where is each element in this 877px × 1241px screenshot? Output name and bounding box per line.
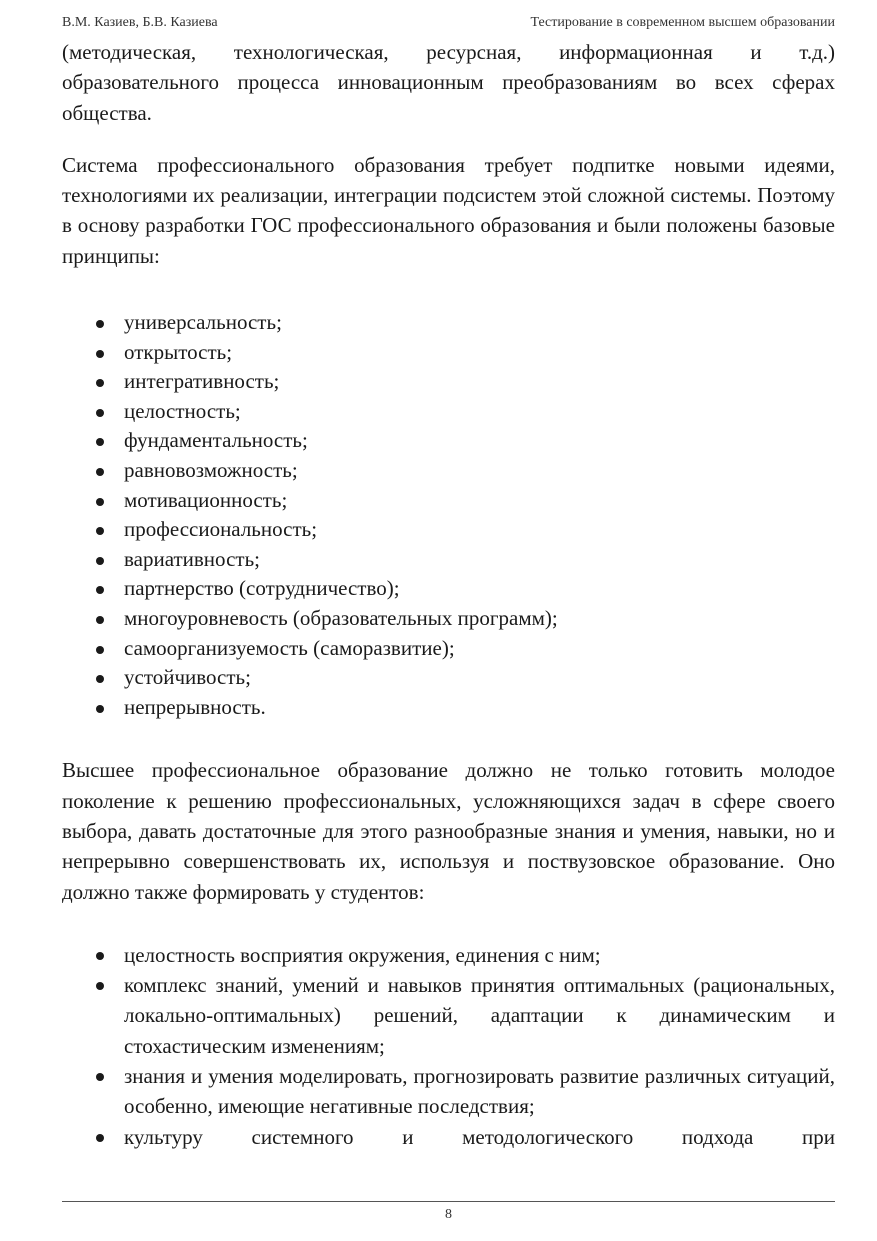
paragraph: Система профессионального образования требует подпитке новыми идеями, технологиями их реализации, интеграции подсистем этой сложной системы. Поэтому в основу разработки ГОС профессионального образования и были положены базовые принципы: [62,152,835,268]
list-item [62,604,835,634]
bullet-icon [96,586,104,594]
list-item-text: партнерство (сотрудничество); [124,576,400,601]
list-item [62,970,835,1061]
document-page [62,0,835,1241]
list-item-text: равновозможность; [124,458,298,483]
list-item-text: фундаментальность; [124,428,308,453]
list-item [62,693,835,723]
list-item-text: открытость; [124,339,233,364]
list-item [62,486,835,516]
list-item-text: комплекс знаний, умений и навыков принятия оптимальных (рациональных, локально-оптимальных) решений, адаптации к динамическим и стохастическим изменениям; [124,973,835,1058]
bullet-icon [96,1073,104,1081]
list-item-text: целостность восприятия окружения, единения с ним; [124,942,601,967]
header-title: Тестирование в современном высшем образовании [530,15,835,30]
bullet-icon [96,350,104,358]
list-item-text: знания и умения моделировать, прогнозировать развитие различных ситуаций, особенно, имеющие негативные последствия; [124,1064,835,1119]
list-item-text: культуру системного и методологического подхода при [124,1124,835,1149]
list-item-text: мотивационность; [124,487,288,512]
bullet-icon [96,379,104,387]
list-item [62,940,835,970]
bullet-icon [96,468,104,476]
running-header [62,14,835,32]
footer-divider [62,1201,835,1202]
paragraph: (методическая, технологическая, ресурсная, информационная и т.д.) образовательного процесса инновационным преобразованиям во всех сферах общества. [62,40,835,125]
bullet-icon [96,982,104,990]
list-item-text: интегративность; [124,369,280,394]
list-item [62,367,835,397]
list-item-text: непрерывность. [124,694,266,719]
bullet-icon [96,409,104,417]
list-item-text: универсальность; [124,310,282,335]
bullet-icon [96,320,104,328]
list-item [62,545,835,575]
list-item-text: устойчивость; [124,665,251,690]
bullet-icon [96,646,104,654]
list-item [62,456,835,486]
bullet-icon [96,557,104,565]
list-item-text: вариативность; [124,546,260,571]
header-authors: В.М. Казиев, Б.В. Казиева [62,15,218,30]
page-number: 8 [445,1207,452,1222]
list-item-text: самоорганизуемость (саморазвитие); [124,635,455,660]
bullet-icon [96,952,104,960]
list-item [62,1061,835,1122]
list-item [62,397,835,427]
list-item [62,308,835,338]
list-item [62,338,835,368]
bullet-icon [96,1134,104,1142]
list-item [62,634,835,664]
bullet-icon [96,616,104,624]
bullet-icon [96,438,104,446]
page-body [62,37,835,1152]
list-item [62,663,835,693]
list-item-text: многоуровневость (образовательных программ); [124,606,558,631]
list-item [62,574,835,604]
bullet-icon [96,498,104,506]
list-item-text: целостность; [124,398,241,423]
principles-list [62,308,835,722]
bullet-icon [96,675,104,683]
student-qualities-list [62,940,835,1152]
list-item [62,515,835,545]
paragraph: Высшее профессиональное образование должно не только готовить молодое поколение к решению профессиональных, усложняющихся задач в сфере своего выбора, давать достаточные для этого разнообразные знания и умения, навыки, но и непрерывно совершенствовать их, используя и поствузовское образование. Оно должно также формировать у студентов: [62,758,835,904]
list-item [62,426,835,456]
list-item [62,1122,835,1152]
bullet-icon [96,527,104,535]
list-item-text: профессиональность; [124,517,318,542]
bullet-icon [96,705,104,713]
